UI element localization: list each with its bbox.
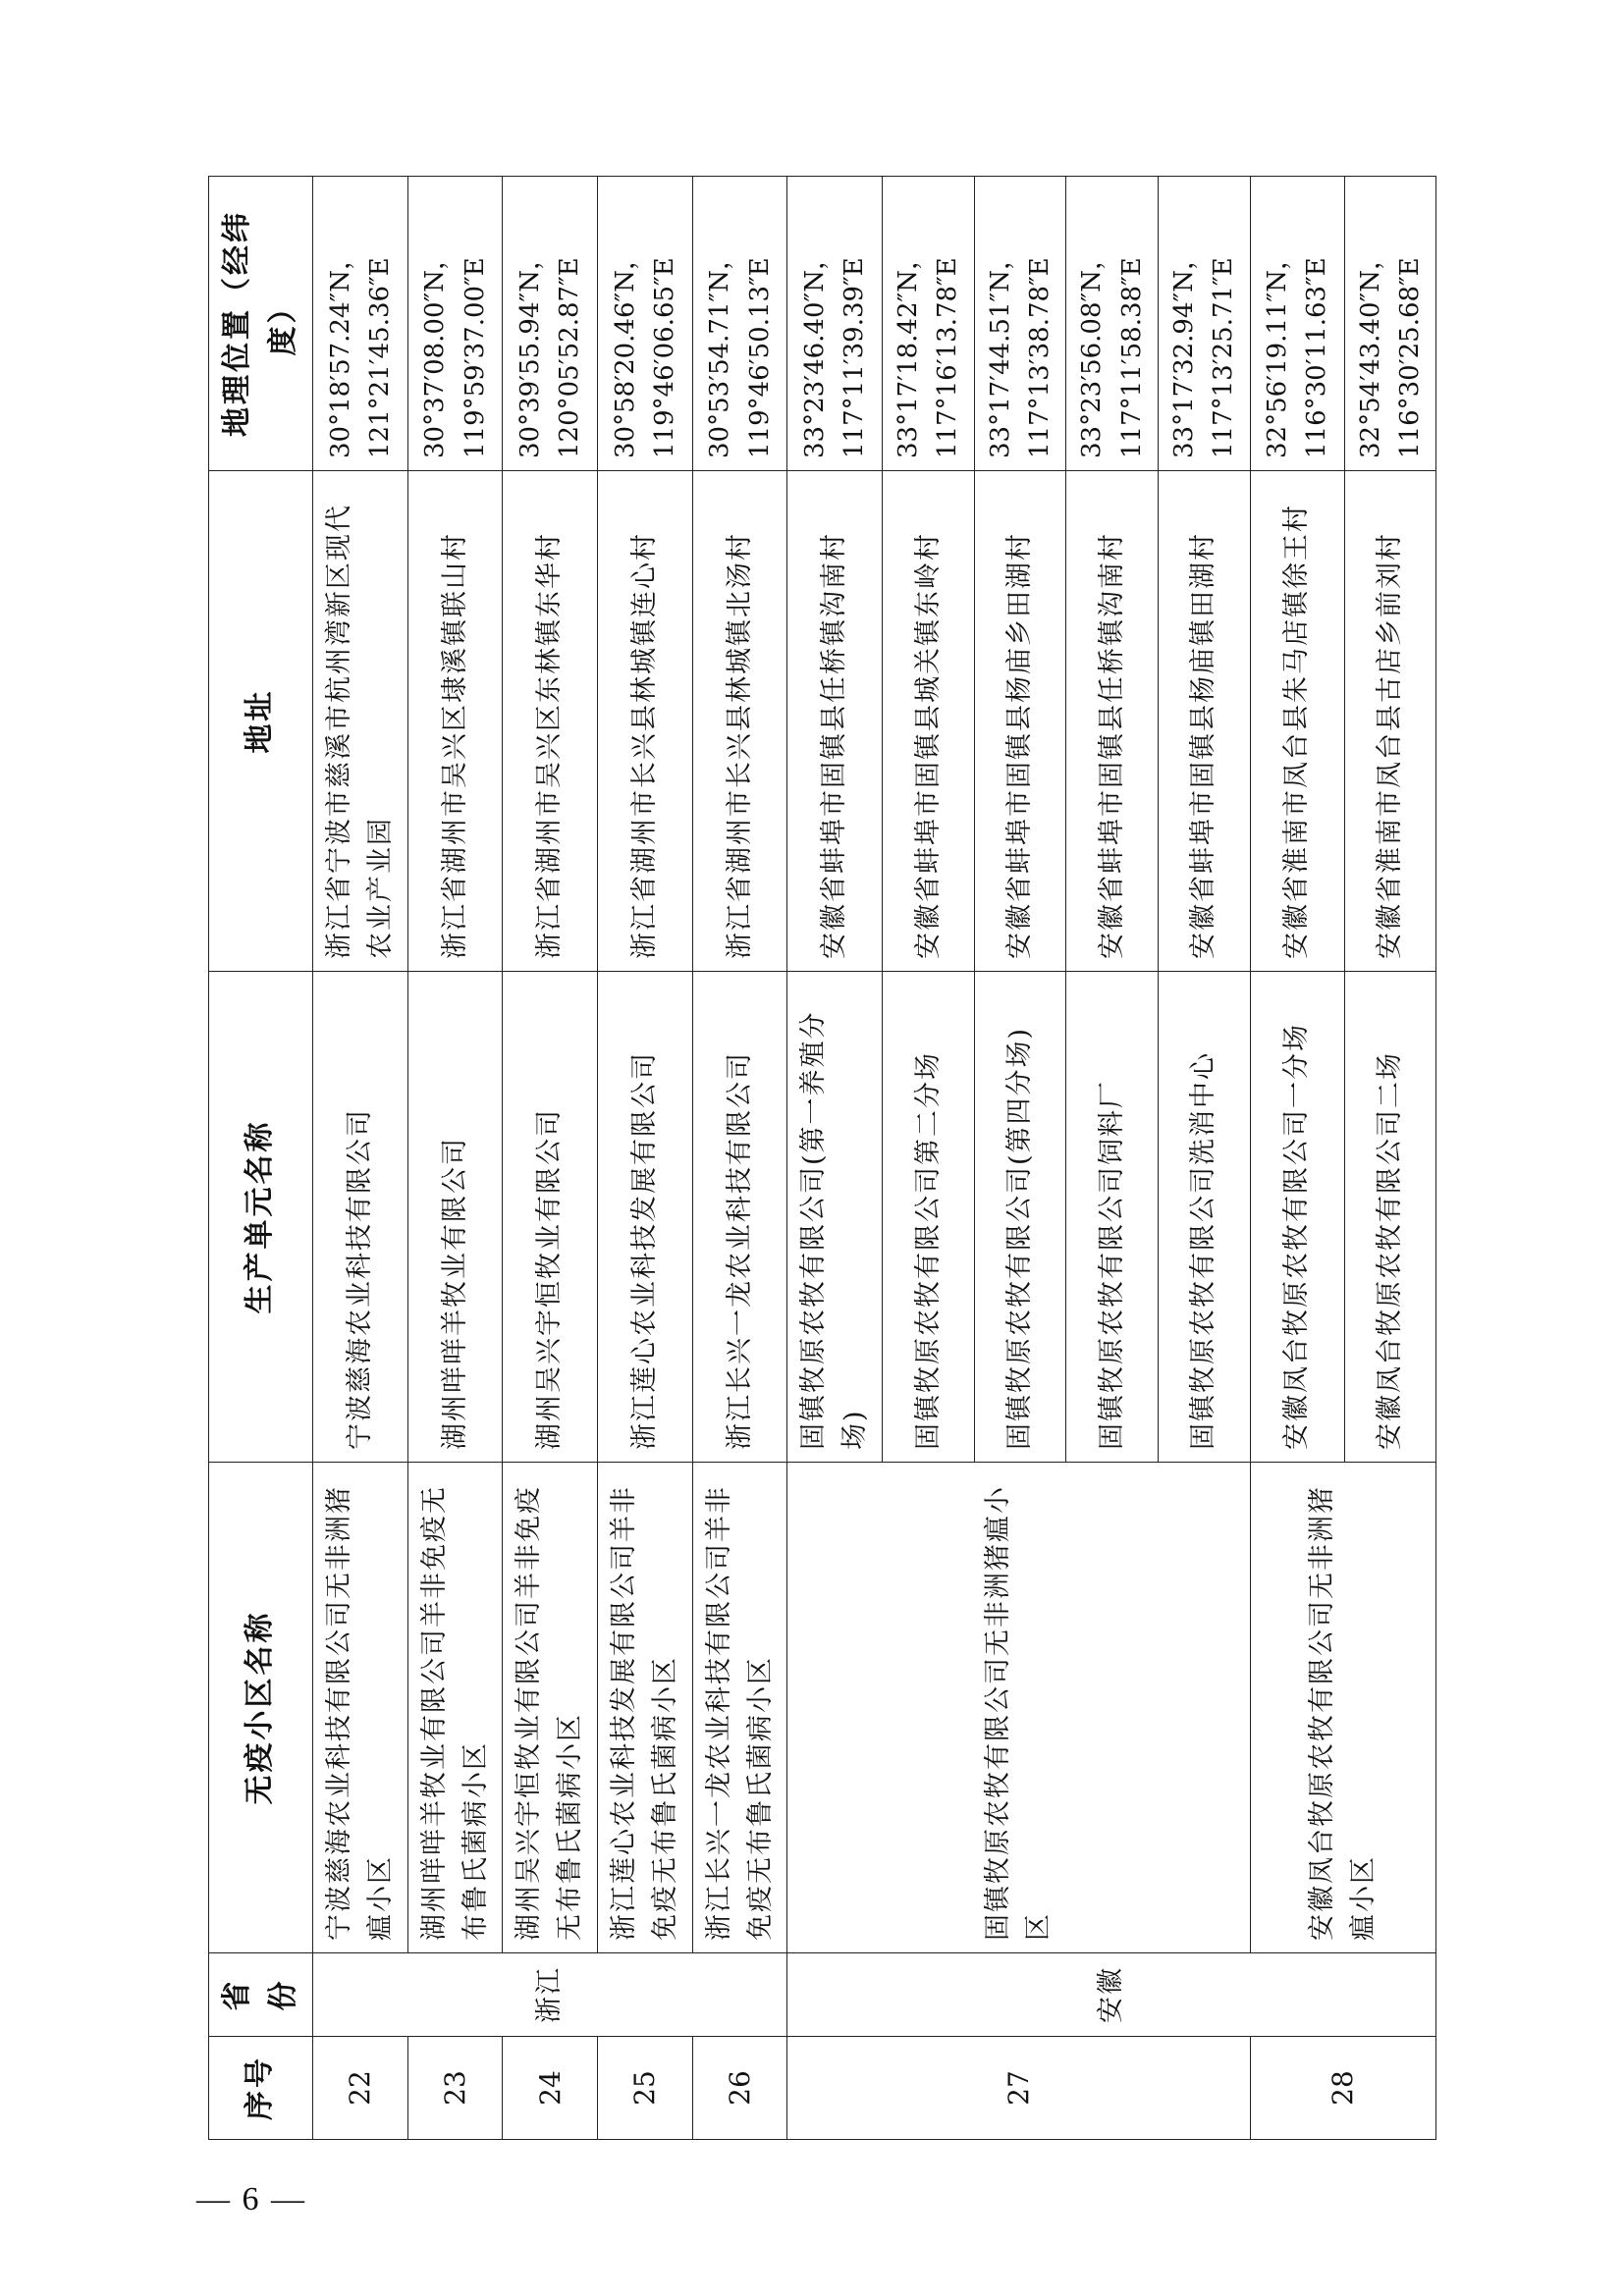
header-address: 地址 [209,471,313,972]
table-header-row [209,177,313,2140]
unit-name: 浙江莲心农业科技发展有限公司 [598,972,693,1463]
row-index: 26 [692,2037,787,2140]
coordinates: 33°17′18.42″N，117°16′13.78″E [883,177,975,471]
coordinates: 30°39′55.94″N，120°05′52.87″E [503,177,598,471]
table-row [1250,177,1344,2140]
coordinates: 30°18′57.24″N，121°21′45.36″E [313,177,408,471]
header-unit: 生产单元名称 [209,972,313,1463]
address: 安徽省淮南市凤台县朱马店镇徐王村 [1250,471,1344,972]
header-coords: 地理位置（经纬度） [209,177,313,471]
address: 浙江省湖州市长兴县林城镇北汤村 [692,471,787,972]
table-row [407,177,503,2140]
table-row [503,177,598,2140]
unit-name: 安徽凤台牧原农牧有限公司一分场 [1250,972,1344,1463]
address: 浙江省宁波市慈溪市杭州湾新区现代农业产业园 [313,471,408,972]
header-index: 序号 [209,2037,313,2140]
table-row [313,177,408,2140]
row-index: 25 [598,2037,693,2140]
province-cell: 安徽 [787,1953,1436,2037]
address: 安徽省蚌埠市固镇县任桥镇沟南村 [787,471,883,972]
coordinates: 30°58′20.46″N，119°46′06.65″E [598,177,693,471]
zone-name: 浙江长兴一龙农业科技有限公司羊非免疫无布鲁氏菌病小区 [692,1463,787,1953]
unit-name: 浙江长兴一龙农业科技有限公司 [692,972,787,1463]
unit-name: 固镇牧原农牧有限公司(第四分场) [974,972,1066,1463]
table-row [692,177,787,2140]
address: 安徽省蚌埠市固镇县杨庙镇田湖村 [1158,471,1250,972]
row-index: 27 [787,2037,1250,2140]
address: 浙江省湖州市长兴县林城镇连心村 [598,471,693,972]
address: 安徽省蚌埠市固镇县任桥镇沟南村 [1066,471,1159,972]
disease-free-zone-table [208,176,1436,2140]
coordinates: 30°37′08.00″N，119°59′37.00″E [407,177,503,471]
page-number: — 6 — [196,2181,306,2217]
coordinates: 32°54′43.40″N，116°30′25.68″E [1344,177,1436,471]
table-row [598,177,693,2140]
address: 安徽省蚌埠市固镇县城关镇东岭村 [883,471,975,972]
address: 安徽省淮南市凤台县古店乡前刘村 [1344,471,1436,972]
zone-name: 宁波慈海农业科技有限公司无非洲猪瘟小区 [313,1463,408,1953]
coordinates: 33°17′44.51″N，117°13′38.78″E [974,177,1066,471]
unit-name: 固镇牧原农牧有限公司第二分场 [883,972,975,1463]
header-province: 省份 [209,1953,313,2037]
coordinates: 33°17′32.94″N，117°13′25.71″E [1158,177,1250,471]
address: 安徽省蚌埠市固镇县杨庙乡田湖村 [974,471,1066,972]
row-index: 28 [1250,2037,1436,2140]
unit-name: 湖州咩咩羊牧业有限公司 [407,972,503,1463]
zone-name: 安徽凤台牧原农牧有限公司无非洲猪瘟小区 [1250,1463,1436,1953]
coordinates: 33°23′56.08″N，117°11′58.38″E [1066,177,1159,471]
unit-name: 湖州吴兴宇恒牧业有限公司 [503,972,598,1463]
unit-name: 宁波慈海农业科技有限公司 [313,972,408,1463]
zone-name: 固镇牧原农牧有限公司无非洲猪瘟小区 [787,1463,1250,1953]
coordinates: 30°53′54.71″N，119°46′50.13″E [692,177,787,471]
address: 浙江省湖州市吴兴区埭溪镇联山村 [407,471,503,972]
rotated-table-wrapper [208,177,1424,2140]
province-cell: 浙江 [313,1953,787,2037]
unit-name: 固镇牧原农牧有限公司饲料厂 [1066,972,1159,1463]
unit-name: 安徽凤台牧原农牧有限公司二场 [1344,972,1436,1463]
zone-name: 湖州吴兴宇恒牧业有限公司羊非免疫无布鲁氏菌病小区 [503,1463,598,1953]
coordinates: 32°56′19.11″N，116°30′11.63″E [1250,177,1344,471]
address: 浙江省湖州市吴兴区东林镇东华村 [503,471,598,972]
zone-name: 湖州咩咩羊牧业有限公司羊非免疫无布鲁氏菌病小区 [407,1463,503,1953]
unit-name: 固镇牧原农牧有限公司洗消中心 [1158,972,1250,1463]
unit-name: 固镇牧原农牧有限公司(第一养殖分场) [787,972,883,1463]
coordinates: 33°23′46.40″N，117°11′39.39″E [787,177,883,471]
zone-name: 浙江莲心农业科技发展有限公司羊非免疫无布鲁氏菌病小区 [598,1463,693,1953]
header-zone: 无疫小区名称 [209,1463,313,1953]
row-index: 22 [313,2037,408,2140]
row-index: 23 [407,2037,503,2140]
table-row [787,177,883,2140]
row-index: 24 [503,2037,598,2140]
